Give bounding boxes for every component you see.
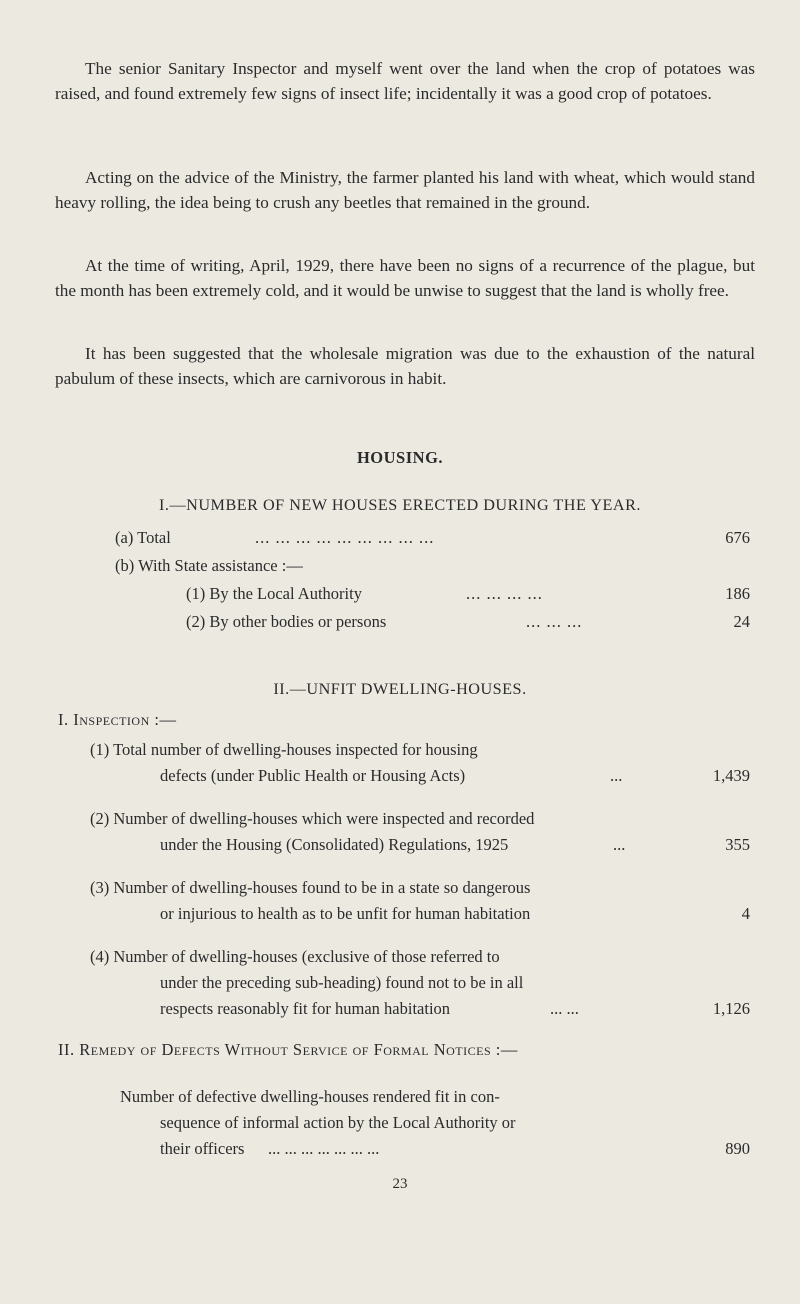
inspection-item-4 — [90, 944, 750, 1022]
remedy-dots: ... ... ... ... ... ... ... — [268, 1139, 380, 1158]
item-3-value: 4 — [741, 904, 750, 923]
remedy-line3: their officers — [160, 1139, 245, 1158]
item-1-value: 1,439 — [712, 766, 750, 785]
inspection-item-1 — [90, 737, 750, 789]
item-1-line2: defects (under Public Health or Housing Acts) — [160, 766, 466, 785]
total-value: 676 — [725, 528, 750, 547]
item-1-dots: ... — [610, 766, 623, 785]
inspection-item-3 — [90, 875, 750, 927]
section-new-houses-heading: I.—NUMBER OF NEW HOUSES ERECTED DURING THE YEAR. — [159, 496, 641, 514]
page-number: 23 — [392, 1176, 408, 1192]
item-2-line1: (2) Number of dwelling-houses which were inspected and recorded — [90, 809, 535, 828]
local-authority-value: 186 — [725, 584, 750, 603]
remedy-item — [120, 1084, 750, 1162]
remedy-line1: Number of defective dwelling-houses rendered fit in con- — [120, 1087, 500, 1106]
total-dots: ... ... ... ... ... ... ... ... ... — [255, 528, 435, 547]
paragraph-wheat-planting: Acting on the advice of the Ministry, the farmer planted his land with wheat, which would stand heavy rolling, the idea being to crush any beetles that remained in the ground. — [55, 168, 755, 212]
item-2-dots: ... — [613, 835, 626, 854]
remedy-heading: II. Remedy of Defects Without Service of Formal Notices :— — [58, 1040, 518, 1059]
item-4-line1: (4) Number of dwelling-houses (exclusive of those referred to — [90, 947, 500, 966]
item-3-line1: (3) Number of dwelling-houses found to be in a state so dangerous — [90, 878, 531, 897]
other-bodies-label: (2) By other bodies or persons — [186, 612, 387, 631]
other-bodies-value: 24 — [733, 612, 750, 631]
item-2-line2: under the Housing (Consolidated) Regulations, 1925 — [160, 835, 509, 854]
local-authority-dots: ... ... ... ... — [466, 584, 543, 603]
section-unfit-houses-heading: II.—UNFIT DWELLING-HOUSES. — [273, 680, 527, 698]
paragraph-recurrence: At the time of writing, April, 1929, there have been no signs of a recurrence of the plague, but the month has been extremely cold, and it would be unwise to suggest that the land is wholly free. — [55, 256, 755, 300]
inspection-heading: I. Inspection :— — [58, 710, 177, 729]
item-2-value: 355 — [725, 835, 750, 854]
other-bodies-dots: ... ... ... — [526, 612, 583, 631]
item-4-line3: respects reasonably fit for human habitation — [160, 999, 451, 1018]
paragraph-migration: It has been suggested that the wholesale migration was due to the exhaustion of the natural pabulum of these insects, which are carnivorous in habit. — [55, 344, 755, 388]
item-4-dots: ... ... — [550, 999, 579, 1018]
local-authority-label: (1) By the Local Authority — [186, 584, 362, 603]
item-1-line1: (1) Total number of dwelling-houses inspected for housing — [90, 740, 478, 759]
paragraph-potato-crop: The senior Sanitary Inspector and myself went over the land when the crop of potatoes was raised, and found extremely few signs of insect life; incidentally it was a good crop of potatoes. — [55, 59, 755, 103]
item-4-value: 1,126 — [712, 999, 750, 1018]
remedy-line2: sequence of informal action by the Local Authority or — [160, 1113, 516, 1132]
state-assistance-label: (b) With State assistance :— — [115, 556, 303, 575]
item-3-line2: or injurious to health as to be unfit for human habitation — [160, 904, 531, 923]
inspection-item-2 — [90, 806, 750, 858]
housing-title: HOUSING. — [356, 448, 444, 467]
remedy-value: 890 — [725, 1139, 750, 1158]
item-4-line2: under the preceding sub-heading) found not to be in all — [160, 973, 524, 992]
total-label: (a) Total — [115, 528, 171, 547]
